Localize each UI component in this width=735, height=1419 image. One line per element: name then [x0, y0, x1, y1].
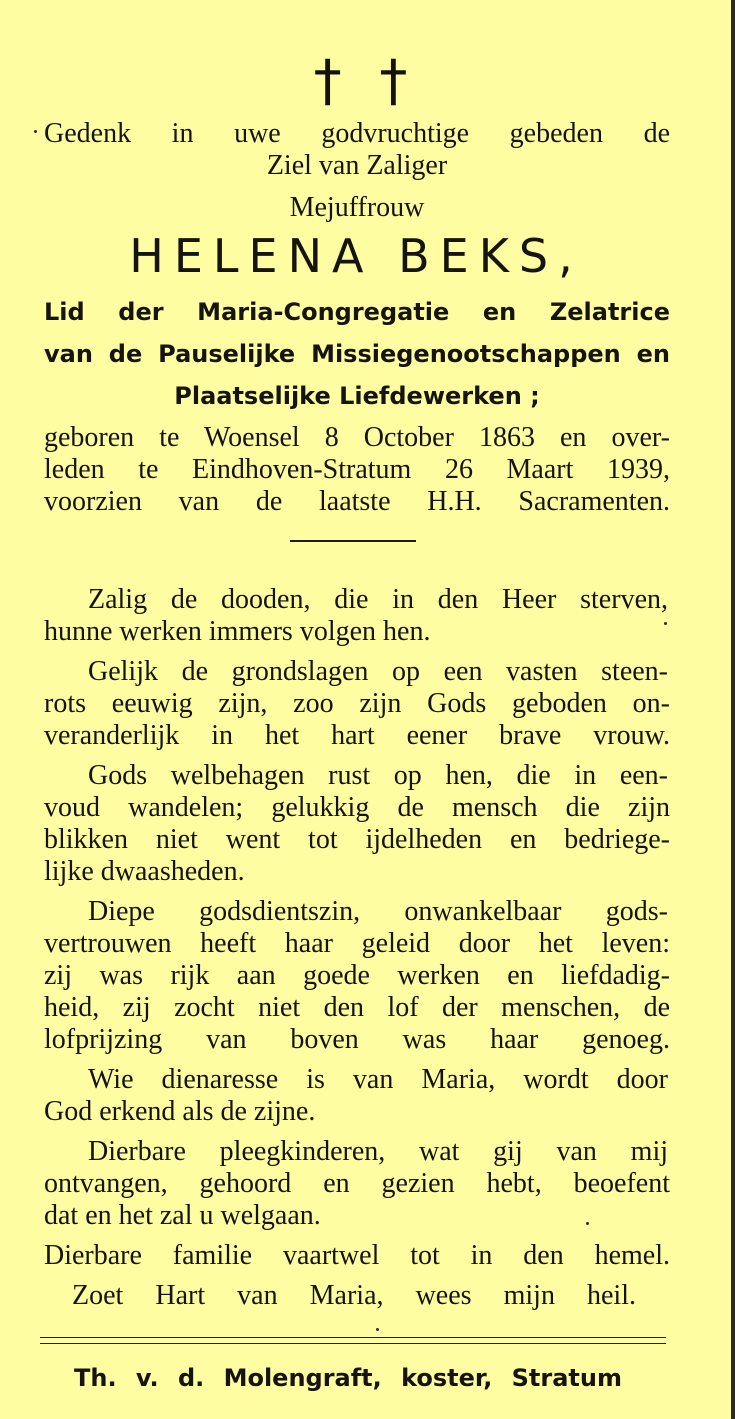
paragraph-5-line-2: God erkend als de zijne. [44, 1096, 316, 1127]
honorific-title: Mejuffrouw [289, 192, 425, 223]
paragraph-2-line-3: veranderlijk in het hart eener brave vrouw. [44, 720, 670, 751]
paragraph-6-line-2: ontvangen, gehoord en gezien hebt, beoefent [44, 1168, 670, 1199]
affiliation-line-2: van de Pauselijke Missiegenootschappen en [44, 340, 670, 368]
paragraph-4-line-5: lofprijzing van boven was haar genoeg. [44, 1024, 670, 1055]
paragraph-3-line-2: voud wandelen; gelukkig de mensch die zijn [44, 792, 670, 823]
paragraph-2-line-2: rots eeuwig zijn, zoo zijn Gods geboden on- [44, 688, 670, 719]
paragraph-6-line-3: dat en het zal u welgaan. [44, 1200, 321, 1231]
section-divider [290, 540, 416, 542]
deceased-name: HELENA BEKS, [129, 229, 583, 283]
print-speck [664, 622, 667, 625]
double-cross-icon: † † [313, 49, 418, 114]
intro-line-2: Ziel van Zaliger [266, 150, 448, 181]
footer-rule-top [40, 1337, 666, 1338]
print-speck [586, 1222, 589, 1225]
paragraph-4-line-4: heid, zij zocht niet den lof der menschen, de [44, 992, 670, 1023]
printer-credit: Th. v. d. Molengraft, koster, Stratum [74, 1364, 622, 1392]
paragraph-4-line-3: zij was rijk aan goede werken en liefdadig- [44, 960, 670, 991]
affiliation-line-1: Lid der Maria-Congregatie en Zelatrice [44, 298, 670, 326]
affiliation-line-3: Plaatselijke Liefdewerken ; [174, 382, 540, 410]
paragraph-1-line-2: hunne werken immers volgen hen. [44, 616, 431, 647]
footer-rule-bottom [40, 1343, 666, 1344]
paragraph-3-line-1: Gods welbehagen rust op hen, die in een- [88, 760, 668, 791]
life-line-2: leden te Eindhoven-Stratum 26 Maart 1939, [44, 454, 670, 485]
print-speck [376, 1328, 379, 1331]
life-line-1: geboren te Woensel 8 October 1863 en over- [44, 422, 670, 453]
print-speck [34, 130, 37, 133]
paragraph-5-line-1: Wie dienaresse is van Maria, wordt door [88, 1064, 668, 1095]
life-line-3: voorzien van de laatste H.H. Sacramenten. [44, 486, 670, 517]
paragraph-4-line-2: vertrouwen heeft haar geleid door het leven: [44, 928, 670, 959]
paragraph-3-line-4: lijke dwaasheden. [44, 856, 245, 887]
paragraph-2-line-1: Gelijk de grondslagen op een vasten steen- [88, 656, 668, 687]
paragraph-4-line-1: Diepe godsdientszin, onwankelbaar gods- [88, 896, 668, 927]
paragraph-1-line-1: Zalig de dooden, die in den Heer sterven, [88, 584, 668, 615]
intro-line-1: Gedenk in uwe godvruchtige gebeden de [44, 118, 670, 149]
closing-line-2: Zoet Hart van Maria, wees mijn heil. [72, 1280, 636, 1311]
paragraph-6-line-1: Dierbare pleegkinderen, wat gij van mij [88, 1136, 668, 1167]
paragraph-3-line-3: blikken niet went tot ijdelheden en bedriege- [44, 824, 670, 855]
closing-line-1: Dierbare familie vaartwel tot in den hemel. [44, 1240, 670, 1271]
